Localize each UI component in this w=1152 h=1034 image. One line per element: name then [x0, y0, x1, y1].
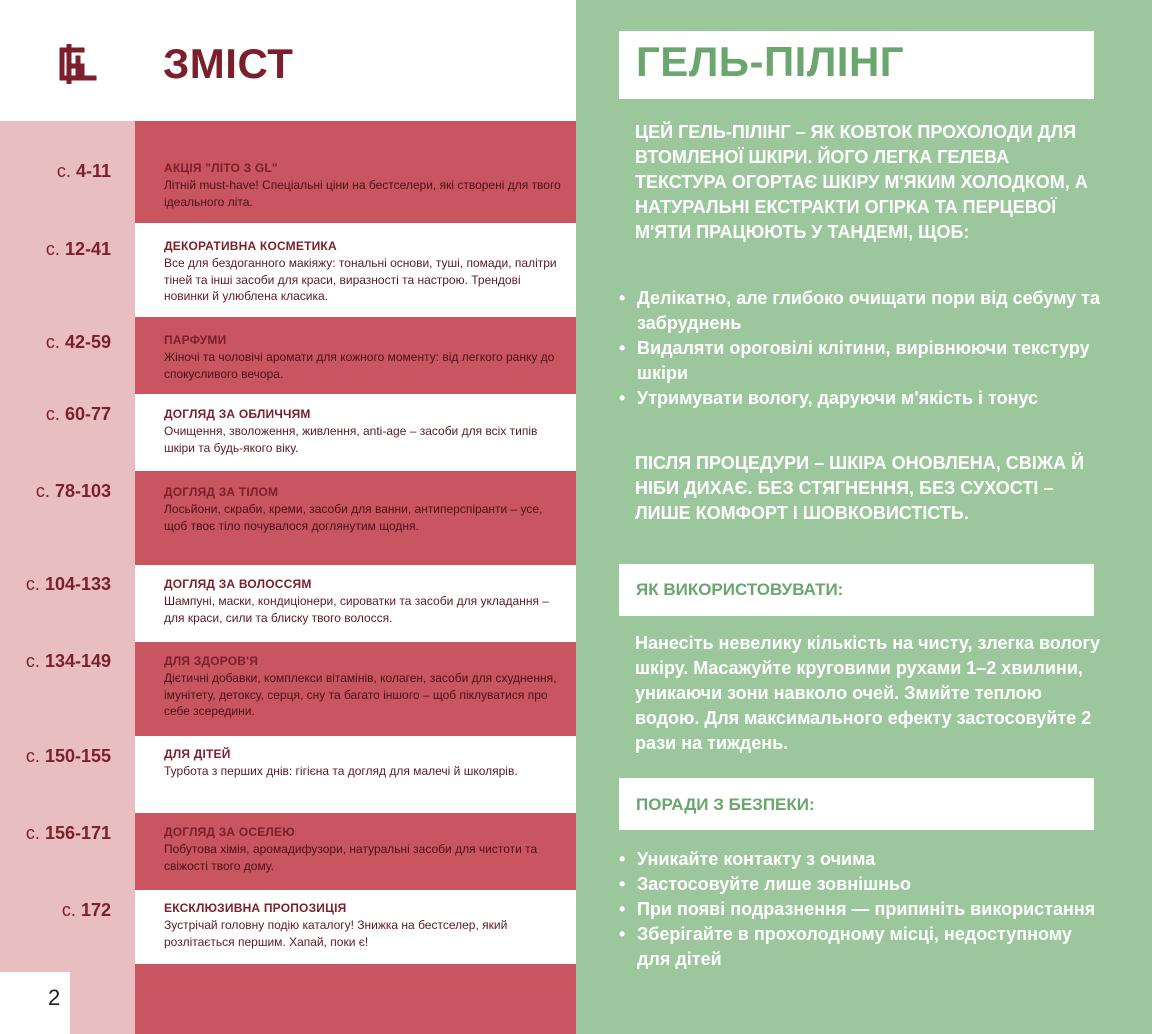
- toc-entry[interactable]: [135, 471, 576, 565]
- page-title: ЗМІСТ: [163, 40, 294, 87]
- page-range: 4-11: [75, 161, 111, 181]
- toc-entry-desc: Лосьйони, скраби, креми, засоби для ванни, антиперспіранти – усе, щоб твоє тіло почувалося доглянутим щодня.: [164, 502, 543, 533]
- page-range-item: с. 4-11: [56, 161, 111, 181]
- toc-entry-desc: Очищення, зволоження, живлення, anti-age – засоби для всіх типів шкіри та будь-якого віку.: [164, 424, 538, 455]
- page-range-list: [0, 121, 135, 967]
- toc-entry-desc: Зустрічай головну подію каталогу! Знижка на бестселер, який розлітається першим. Хапай, поки є!: [164, 918, 508, 949]
- product-title: ГЕЛЬ-ПІЛІНГ: [636, 38, 905, 85]
- toc-entry-desc: Літній must-have! Спеціальні ціни на бестселери, які створені для твого ідеального літа.: [164, 178, 561, 209]
- toc-entry[interactable]: [135, 890, 576, 967]
- page-range-item: с. 104-133: [25, 574, 111, 594]
- page-range: 172: [80, 900, 111, 920]
- toc-entry[interactable]: [135, 736, 576, 813]
- usage-text: Нанесіть невелику кількість на чисту, злегка вологу шкіру. Масажуйте круговими рухами 1–2 хвилини, уникаючи зони навколо очей. Змийте теплою водою. Для максимального ефекту застосовуйте 2 рази на тиждень.: [635, 633, 1101, 753]
- toc-list: [135, 121, 576, 967]
- page-range-item: с. 172: [61, 900, 111, 920]
- page-range: 78-103: [54, 481, 111, 501]
- gl-monogram-icon: [52, 44, 98, 84]
- toc-entry[interactable]: [135, 317, 576, 394]
- benefit-item: • Утримувати вологу, даруючи м'якість і тонус: [619, 386, 1109, 411]
- toc-entry-title: ПАРФУМИ: [164, 333, 227, 347]
- page-range-item: с. 134-149: [25, 651, 111, 671]
- page-range-item: с. 150-155: [25, 746, 111, 766]
- page-range-item: с. 42-59: [45, 332, 111, 352]
- footer-band: [135, 964, 576, 1034]
- product-page: [576, 0, 1152, 1034]
- page-range-item: с. 78-103: [35, 481, 111, 501]
- page-range: 60-77: [64, 404, 111, 424]
- benefit-item: • Видаляти ороговілі клітини, вирівнюючи текстуру шкіри: [619, 336, 1109, 386]
- benefit-item: • Делікатно, але глибоко очищати пори від себуму та забруднень: [619, 286, 1109, 336]
- toc-entry-title: ЕКСКЛЮЗИВНА ПРОПОЗИЦІЯ: [164, 901, 347, 915]
- safety-list: [619, 847, 1109, 972]
- toc-entry-desc: Жіночі та чоловічі аромати для кожного моменту: від легкого ранку до спокусливого вечора.: [164, 350, 555, 381]
- page-range-item: с. 12-41: [45, 239, 111, 259]
- toc-entry[interactable]: [135, 223, 576, 317]
- safety-title: ПОРАДИ З БЕЗПЕКИ:: [636, 795, 815, 814]
- benefits-list: [619, 286, 1109, 411]
- toc-entry[interactable]: [135, 813, 576, 890]
- toc-entry-title: АКЦІЯ "ЛІТО З GL": [164, 161, 278, 175]
- page-range-item: с. 156-171: [25, 823, 111, 843]
- toc-entry-title: ДЛЯ ДІТЕЙ: [164, 747, 231, 761]
- safety-item: • Зберігайте в прохолодному місці, недоступному для дітей: [619, 922, 1109, 972]
- page-range: 104-133: [44, 574, 111, 594]
- safety-item: • Застосовуйте лише зовнішньо: [619, 872, 1109, 897]
- toc-entry-desc: Турбота з перших днів: гігієна та догляд для малечі й школярів.: [164, 764, 518, 778]
- usage-title: ЯК ВИКОРИСТОВУВАТИ:: [636, 580, 844, 599]
- toc-entry[interactable]: [135, 121, 576, 223]
- toc-entry-title: ДОГЛЯД ЗА ОБЛИЧЧЯМ: [164, 407, 311, 421]
- page-range: 150-155: [44, 746, 111, 766]
- toc-entry[interactable]: [135, 394, 576, 471]
- toc-entry[interactable]: [135, 565, 576, 642]
- toc-entry[interactable]: [135, 642, 576, 736]
- page-range: 42-59: [64, 332, 111, 352]
- toc-entry-title: ДЕКОРАТИВНА КОСМЕТИКА: [164, 239, 337, 253]
- safety-item: • При появі подразнення — припиніть використання: [619, 897, 1109, 922]
- toc-entry-title: ДЛЯ ЗДОРОВ'Я: [164, 654, 259, 668]
- toc-entry-title: ДОГЛЯД ЗА ВОЛОССЯМ: [164, 577, 312, 591]
- page-number: 2: [48, 985, 61, 1010]
- page-range: 156-171: [44, 823, 111, 843]
- page-range-item: с. 60-77: [45, 404, 111, 424]
- toc-entry-desc: Шампуні, маски, кондиціонери, сироватки та засоби для укладання – для краси, сили та блиску твого волосся.: [164, 594, 549, 625]
- after-procedure-text: ПІСЛЯ ПРОЦЕДУРИ – ШКІРА ОНОВЛЕНА, СВІЖА Й НІБИ ДИХАЄ. БЕЗ СТЯГНЕННЯ, БЕЗ СУХОСТІ – ЛИШЕ КОМФОРТ І ШОВКОВИСТІСТЬ.: [635, 453, 1085, 523]
- safety-item: • Уникайте контакту з очима: [619, 847, 1109, 872]
- toc-entry-desc: Все для бездоганного макіяжу: тональні основи, туші, помади, палітри тіней та інші засоби для краси, виразності та настрою. Трендові новинки й улюблена класика.: [164, 256, 557, 303]
- toc-entry-desc: Дієтичні добавки, комплекси вітамінів, колаген, засоби для схуднення, імунітету, детоксу, серця, сну та багато іншого – щоб піклуватися про себе зсередини.: [164, 671, 557, 718]
- page-range: 134-149: [44, 651, 111, 671]
- toc-entry-title: ДОГЛЯД ЗА ТІЛОМ: [164, 485, 279, 499]
- product-intro: ЦЕЙ ГЕЛЬ-ПІЛІНГ – ЯК КОВТОК ПРОХОЛОДИ ДЛЯ ВТОМЛЕНОЇ ШКІРИ. ЙОГО ЛЕГКА ГЕЛЕВА ТЕКСТУРА ОГОРТАЄ ШКІРУ М'ЯКИМ ХОЛОДКОМ, А НАТУРАЛЬНІ ЕКСТРАКТИ ОГІРКА ТА ПЕРЦЕВОЇ М'ЯТИ ПРАЦЮЮТЬ У ТАНДЕМІ, ЩОБ:: [635, 122, 1088, 242]
- page-range: 12-41: [64, 239, 111, 259]
- toc-entry-desc: Побутова хімія, аромадифузори, натуральні засоби для чистоти та свіжості твого дому.: [164, 842, 538, 873]
- toc-entry-title: ДОГЛЯД ЗА ОСЕЛЕЮ: [164, 825, 295, 839]
